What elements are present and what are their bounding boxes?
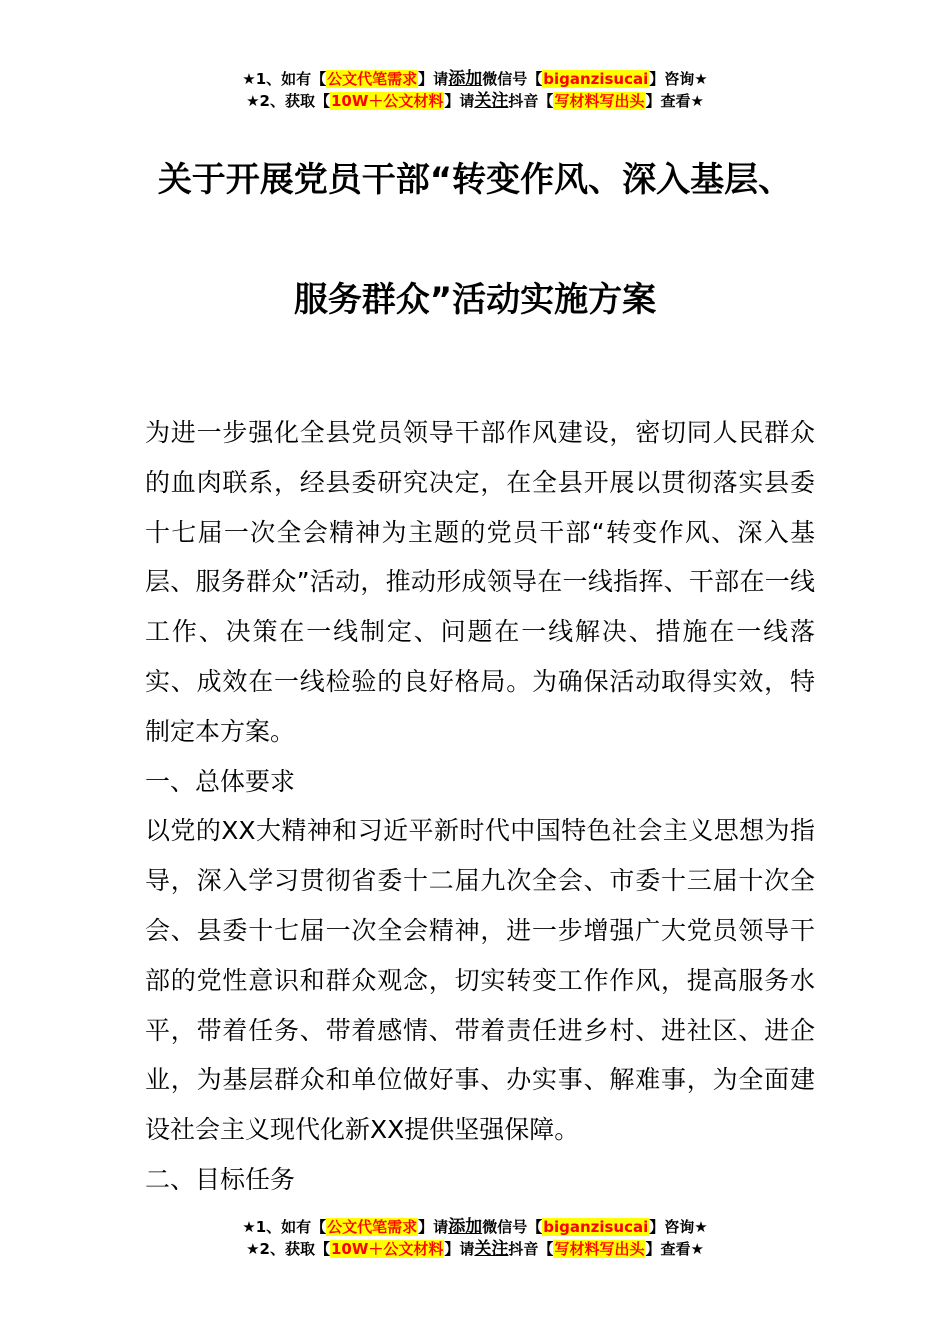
promo-text: 抖音【 <box>508 92 554 110</box>
promo-wechat-id: biganzisucai <box>543 70 649 88</box>
promo-underlined: 关注 <box>474 1239 509 1259</box>
promo-text: 】请 <box>418 1218 449 1236</box>
promo-line-2 <box>0 1238 950 1260</box>
promo-text: 抖音【 <box>508 1240 554 1258</box>
promo-text: 】查看★ <box>645 1240 704 1258</box>
general-requirements-paragraph: 以党的XX大精神和习近平新时代中国特色社会主义思想为指导，深入学习贯彻省委十二届九次全会、市委十三届十次全会、县委十七届一次全会精神，进一步增强广大党员领导干部的党性意识和群众观念，切实转变工作作风，提高服务水平，带着任务、带着感情、带着责任进乡村、进社区、进企业，为基层群众和单位做好事、办实事、解难事，为全面建设社会主义现代化新XX提供坚强保障。 <box>145 816 815 1145</box>
promo-douyin-id: 写材料写出头 <box>554 1240 645 1258</box>
intro-paragraph: 为进一步强化全县党员领导干部作风建设，密切同人民群众的血肉联系，经县委研究决定，在全县开展以贯彻落实县委十七届一次全会精神为主题的党员干部“转变作风、深入基层、服务群众”活动，推动形成领导在一线指挥、干部在一线工作、决策在一线制定、问题在一线解决、措施在一线落实、成效在一线检验的良好格局。为确保活动取得实效，特制定本方案。 <box>145 418 815 746</box>
promo-text: 微信号【 <box>482 70 543 88</box>
promo-wechat-id: biganzisucai <box>543 1218 649 1236</box>
promo-line-1 <box>0 68 950 90</box>
promo-text: 】请 <box>444 92 475 110</box>
promo-line-2 <box>0 90 950 112</box>
footer-promo-banner <box>0 1216 950 1260</box>
section-heading-general-requirements: 一、总体要求 <box>145 766 296 796</box>
promo-highlight: 公文代笔需求 <box>327 70 418 88</box>
promo-text: 】查看★ <box>645 92 704 110</box>
promo-text: 】请 <box>444 1240 475 1258</box>
promo-text: ★2、获取【 <box>246 1240 330 1258</box>
promo-underlined: 添加 <box>448 1217 483 1237</box>
promo-underlined: 关注 <box>474 91 509 111</box>
promo-text: ★2、获取【 <box>246 92 330 110</box>
promo-douyin-id: 写材料写出头 <box>554 92 645 110</box>
promo-text: 】咨询★ <box>649 70 708 88</box>
section-heading-objectives: 二、目标任务 <box>145 1164 296 1194</box>
promo-underlined: 添加 <box>448 69 483 89</box>
header-promo-banner <box>0 68 950 112</box>
promo-line-1 <box>0 1216 950 1238</box>
promo-text: ★1、如有【 <box>242 70 327 88</box>
promo-highlight: 10W＋公文材料 <box>330 1240 444 1258</box>
promo-text: ★1、如有【 <box>242 1218 327 1236</box>
promo-text: 微信号【 <box>482 1218 543 1236</box>
document-body <box>145 408 815 1205</box>
promo-text: 】请 <box>418 70 449 88</box>
promo-highlight: 公文代笔需求 <box>327 1218 418 1236</box>
promo-text: 】咨询★ <box>649 1218 708 1236</box>
document-title-line-1: 关于开展党员干部“转变作风、深入基层、 <box>157 160 793 200</box>
document-title-line-2: 服务群众”活动实施方案 <box>293 280 657 320</box>
promo-highlight: 10W＋公文材料 <box>330 92 444 110</box>
